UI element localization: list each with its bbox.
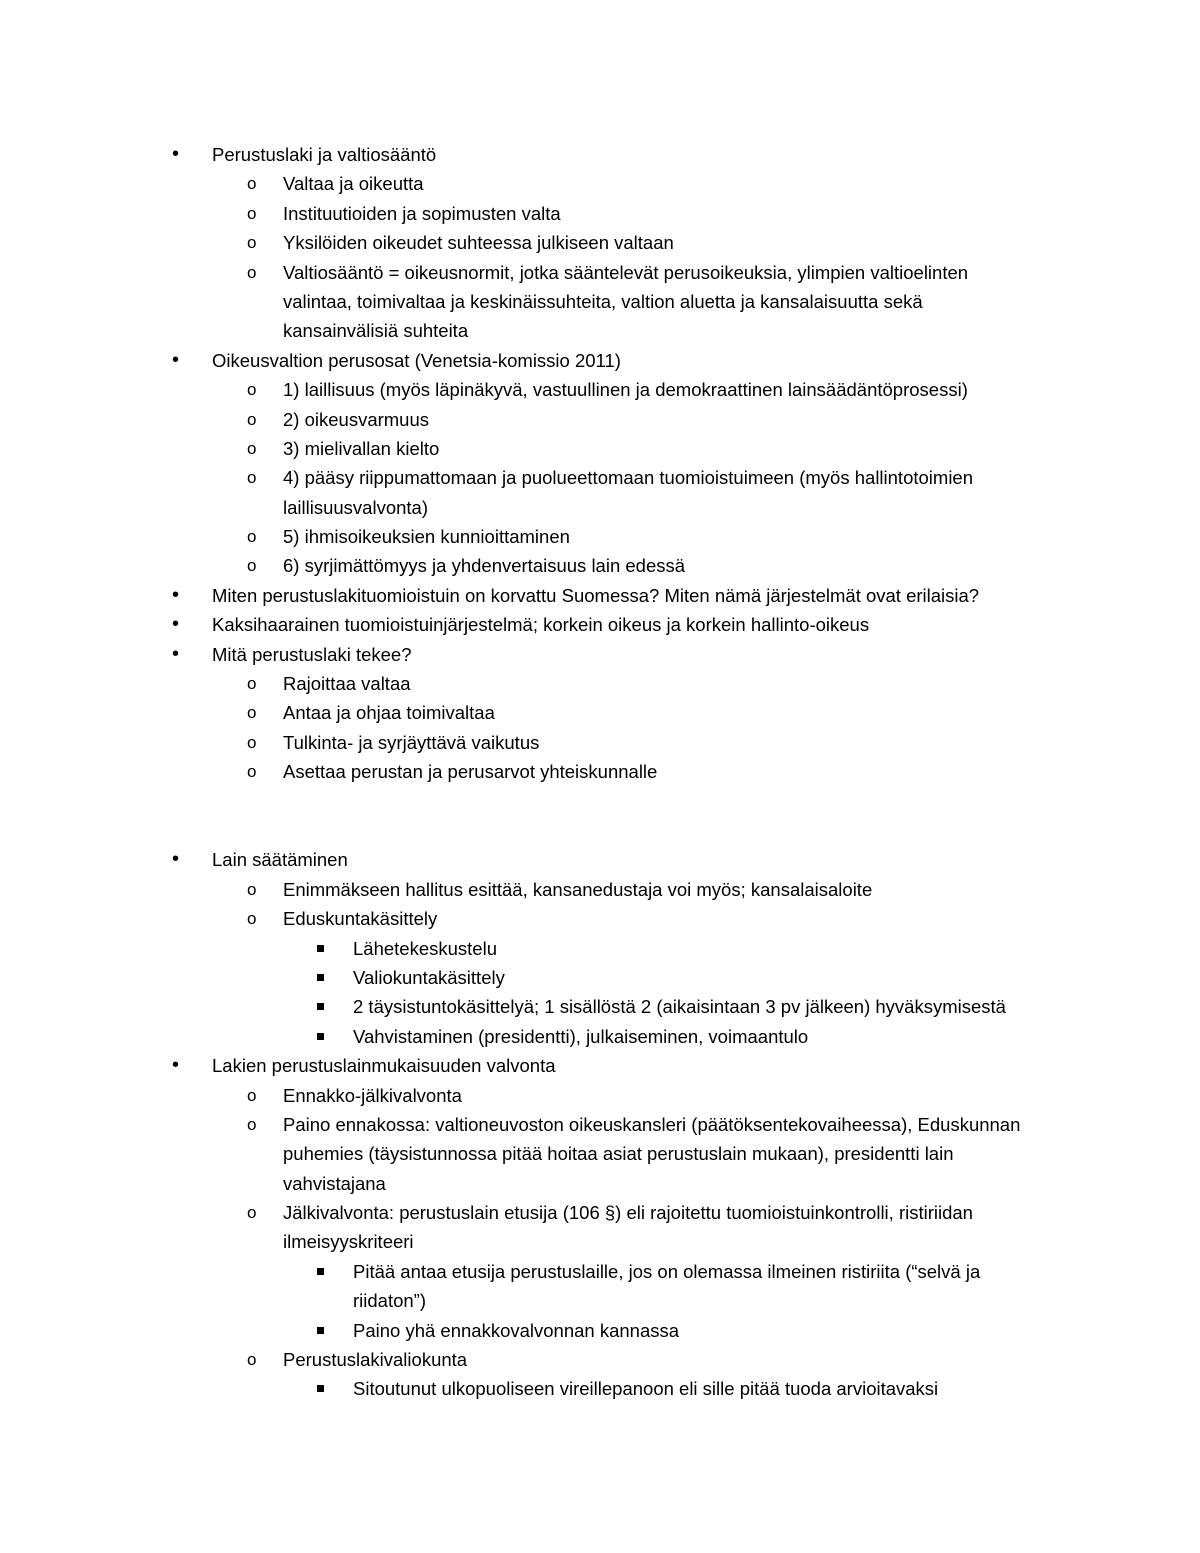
list-item-text: valintaa, toimivaltaa ja keskinäissuhteita, valtion aluetta ja kansalaisuutta sekä bbox=[283, 290, 923, 312]
list-item-text: puhemies (täysistunnossa pitää hoitaa asiat perustuslain mukaan), presidentti lain bbox=[283, 1143, 954, 1165]
list-item-continuation bbox=[0, 1139, 1200, 1168]
list-item-text: Tulkinta- ja syrjäyttävä vaikutus bbox=[283, 731, 540, 753]
bullet-disc-icon: • bbox=[172, 348, 180, 371]
bullet-circle-icon: o bbox=[247, 1114, 257, 1134]
list-item-text: Ennakko-jälkivalvonta bbox=[283, 1084, 462, 1106]
bullet-square-icon bbox=[317, 945, 324, 952]
bullet-square-icon bbox=[317, 1268, 324, 1275]
bullet-circle-icon: o bbox=[247, 909, 257, 929]
list-item-text: Sitoutunut ulkopuoliseen vireillepanoon eli sille pitää tuoda arvioitavaksi bbox=[353, 1378, 939, 1400]
list-item-level-2 bbox=[0, 1198, 1200, 1227]
list-item-level-2 bbox=[0, 258, 1200, 287]
list-item-level-2 bbox=[0, 904, 1200, 933]
list-item-level-2 bbox=[0, 757, 1200, 786]
list-item-level-3 bbox=[0, 934, 1200, 963]
list-item-text: Oikeusvaltion perusosat (Venetsia-komissio 2011) bbox=[212, 349, 621, 371]
list-item-text: 6) syrjimättömyys ja yhdenvertaisuus lain edessä bbox=[283, 555, 686, 577]
list-item-text: kansainvälisiä suhteita bbox=[283, 320, 469, 342]
list-item-level-3 bbox=[0, 963, 1200, 992]
list-item-text: Jälkivalvonta: perustuslain etusija (106 §) eli rajoitettu tuomioistuinkontrolli, ristiriidan bbox=[283, 1202, 973, 1224]
bullet-circle-icon: o bbox=[247, 527, 257, 547]
bullet-circle-icon: o bbox=[247, 879, 257, 899]
list-item-level-1 bbox=[0, 640, 1200, 669]
list-item-level-2 bbox=[0, 405, 1200, 434]
list-item-text: Antaa ja ohjaa toimivaltaa bbox=[283, 702, 495, 724]
bullet-circle-icon: o bbox=[247, 233, 257, 253]
list-item-level-2 bbox=[0, 169, 1200, 198]
list-item-level-2 bbox=[0, 728, 1200, 757]
list-item-text: 4) pääsy riippumattomaan ja puolueettomaan tuomioistuimeen (myös hallintotoimien bbox=[283, 467, 974, 489]
list-item-text: Paino ennakossa: valtioneuvoston oikeuskansleri (päätöksentekovaiheessa), Eduskunnan bbox=[283, 1113, 1021, 1135]
list-item-level-2 bbox=[0, 463, 1200, 492]
list-item-level-3 bbox=[0, 1022, 1200, 1051]
list-item-level-1 bbox=[0, 845, 1200, 874]
list-item-level-1 bbox=[0, 346, 1200, 375]
section-spacer bbox=[0, 787, 1200, 846]
list-item-text: riidaton”) bbox=[353, 1290, 426, 1312]
document-page bbox=[0, 140, 1200, 1404]
list-item-continuation bbox=[0, 1169, 1200, 1198]
list-item-text: Paino yhä ennakkovalvonnan kannassa bbox=[353, 1319, 680, 1341]
list-item-text: Eduskuntakäsittely bbox=[283, 908, 438, 930]
list-item-level-1 bbox=[0, 610, 1200, 639]
list-item-level-2 bbox=[0, 434, 1200, 463]
list-item-level-2 bbox=[0, 669, 1200, 698]
bullet-circle-icon: o bbox=[247, 762, 257, 782]
list-item-level-2 bbox=[0, 875, 1200, 904]
bullet-circle-icon: o bbox=[247, 438, 257, 458]
list-item-text: Vahvistaminen (presidentti), julkaiseminen, voimaantulo bbox=[353, 1025, 809, 1047]
list-item-text: Asettaa perustan ja perusarvot yhteiskunnalle bbox=[283, 761, 658, 783]
bullet-circle-icon: o bbox=[247, 1350, 257, 1370]
list-item-continuation bbox=[0, 493, 1200, 522]
list-item-text: laillisuusvalvonta) bbox=[283, 496, 428, 518]
bullet-circle-icon: o bbox=[247, 203, 257, 223]
list-item-text: Instituutioiden ja sopimusten valta bbox=[283, 202, 561, 224]
list-item-level-3 bbox=[0, 1374, 1200, 1403]
list-item-level-1 bbox=[0, 581, 1200, 610]
list-item-text: Enimmäkseen hallitus esittää, kansanedustaja voi myös; kansalaisaloite bbox=[283, 878, 873, 900]
bullet-square-icon bbox=[317, 1003, 324, 1010]
bullet-disc-icon: • bbox=[172, 583, 180, 606]
bullet-square-icon bbox=[317, 1327, 324, 1334]
list-item-text: 2 täysistuntokäsittelyä; 1 sisällöstä 2 (aikaisintaan 3 pv jälkeen) hyväksymisestä bbox=[353, 996, 1006, 1018]
list-item-text: Yksilöiden oikeudet suhteessa julkiseen valtaan bbox=[283, 232, 674, 254]
bullet-circle-icon: o bbox=[247, 1085, 257, 1105]
list-item-text: Valtaa ja oikeutta bbox=[283, 173, 424, 195]
list-item-text: Valiokuntakäsittely bbox=[353, 966, 505, 988]
list-item-level-3 bbox=[0, 1316, 1200, 1345]
bullet-disc-icon: • bbox=[172, 143, 180, 165]
bullet-disc-icon: • bbox=[172, 642, 180, 665]
list-item-level-2 bbox=[0, 1081, 1200, 1110]
bullet-circle-icon: o bbox=[247, 262, 257, 282]
list-item-level-2 bbox=[0, 1345, 1200, 1374]
list-item-continuation bbox=[0, 287, 1200, 316]
list-item-text: Valtiosääntö = oikeusnormit, jotka sääntelevät perusoikeuksia, ylimpien valtioelinten bbox=[283, 261, 969, 283]
bullet-circle-icon: o bbox=[247, 556, 257, 576]
list-item-level-2 bbox=[0, 1110, 1200, 1139]
list-item-continuation bbox=[0, 1286, 1200, 1315]
list-item-text: Perustuslakivaliokunta bbox=[283, 1349, 468, 1371]
list-item-text: 5) ihmisoikeuksien kunnioittaminen bbox=[283, 526, 570, 548]
list-item-text: vahvistajana bbox=[283, 1172, 386, 1194]
bullet-circle-icon: o bbox=[247, 174, 257, 194]
list-item-level-3 bbox=[0, 992, 1200, 1021]
list-item-text: Miten perustuslakituomioistuin on korvattu Suomessa? Miten nämä järjestelmät ovat erilaisia? bbox=[212, 584, 980, 606]
list-item-text: Lakien perustuslainmukaisuuden valvonta bbox=[212, 1055, 556, 1077]
list-item-level-2 bbox=[0, 551, 1200, 580]
bullet-square-icon bbox=[317, 1033, 324, 1040]
list-item-text: Lähetekeskustelu bbox=[353, 937, 497, 959]
list-item-text: 2) oikeusvarmuus bbox=[283, 408, 430, 430]
list-item-text: 1) laillisuus (myös läpinäkyvä, vastuullinen ja demokraattinen lainsäädäntöprosessi) bbox=[283, 379, 968, 401]
bullet-circle-icon: o bbox=[247, 380, 257, 400]
list-item-text: Kaksihaarainen tuomioistuinjärjestelmä; korkein oikeus ja korkein hallinto-oikeus bbox=[212, 614, 870, 636]
list-item-level-1 bbox=[0, 140, 1200, 169]
bullet-disc-icon: • bbox=[172, 1054, 180, 1077]
list-item-continuation bbox=[0, 1227, 1200, 1256]
bullet-circle-icon: o bbox=[247, 732, 257, 752]
list-item-text: Lain säätäminen bbox=[212, 849, 348, 871]
bullet-circle-icon: o bbox=[247, 674, 257, 694]
bullet-square-icon bbox=[317, 1385, 324, 1392]
list-item-text: ilmeisyyskriteeri bbox=[283, 1231, 414, 1253]
bullet-circle-icon: o bbox=[247, 1203, 257, 1223]
bullet-disc-icon: • bbox=[172, 848, 180, 871]
bullet-circle-icon: o bbox=[247, 468, 257, 488]
list-item-text: Rajoittaa valtaa bbox=[283, 673, 411, 695]
list-item-level-2 bbox=[0, 199, 1200, 228]
list-item-text: Perustuslaki ja valtiosääntö bbox=[212, 144, 437, 165]
list-item-text: 3) mielivallan kielto bbox=[283, 437, 440, 459]
list-item-level-3 bbox=[0, 1257, 1200, 1286]
bullet-circle-icon: o bbox=[247, 409, 257, 429]
list-item-level-2 bbox=[0, 522, 1200, 551]
bullet-circle-icon: o bbox=[247, 703, 257, 723]
list-item-level-2 bbox=[0, 698, 1200, 727]
list-item-level-1 bbox=[0, 1051, 1200, 1080]
list-item-continuation bbox=[0, 316, 1200, 345]
list-item-text: Pitää antaa etusija perustuslaille, jos on olemassa ilmeinen ristiriita (“selvä ja bbox=[353, 1260, 981, 1282]
list-item-level-2 bbox=[0, 228, 1200, 257]
bullet-disc-icon: • bbox=[172, 613, 180, 636]
bullet-square-icon bbox=[317, 974, 324, 981]
list-item-text: Mitä perustuslaki tekee? bbox=[212, 643, 412, 665]
list-item-level-2 bbox=[0, 375, 1200, 404]
